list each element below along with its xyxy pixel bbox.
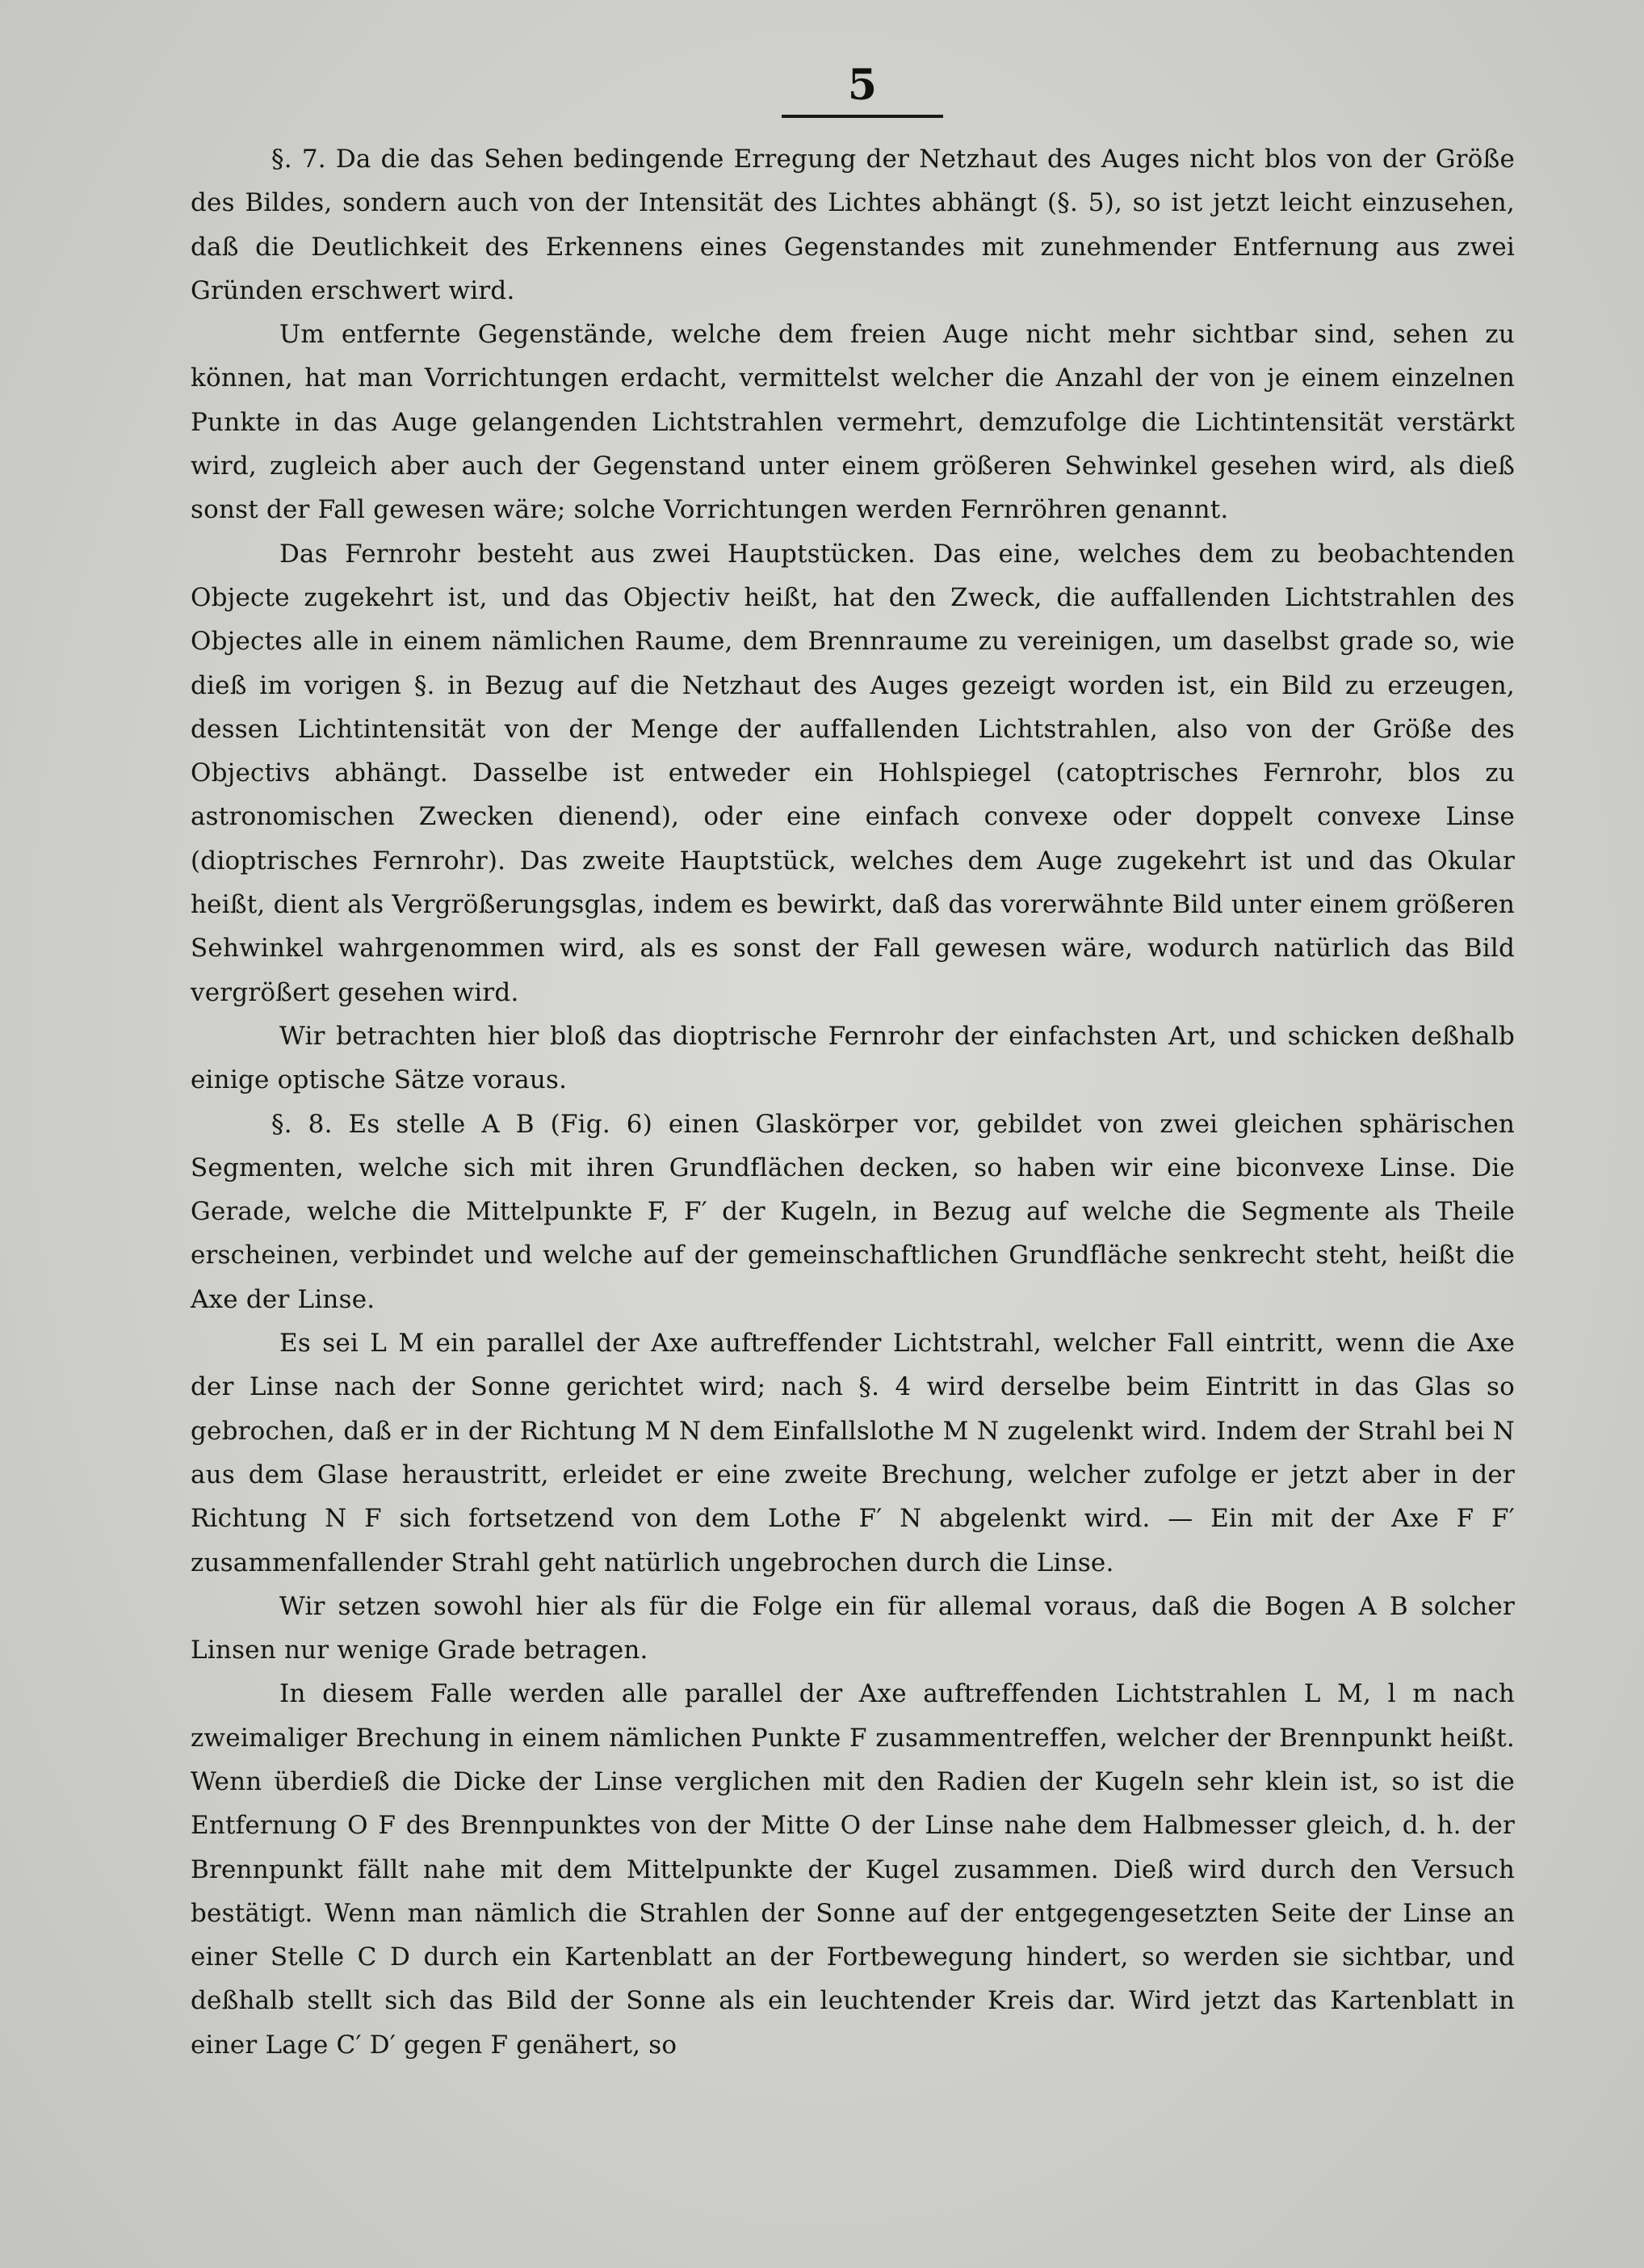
paragraph-focal-point: In diesem Falle werden alle parallel der Axe auftreffenden Lichtstrahlen L M, l m nach zweimaliger Brechung in einem nämlichen Punkte F zusammentreffen, welcher der Brennpunkt heißt. Wenn überdieß die Dicke der Linse verglichen mit den Radien der Kugeln sehr klein ist, so ist die Entfernung O F des Brennpunktes von der Mitte O der Linse nahe dem Halbmesser gleich, d. h. der Brennpunkt fällt nahe mit dem Mittelpunkte der Kugel zusammen. Dieß wird durch den Versuch bestätigt. Wenn man nämlich die Strahlen der Sonne auf der entgegengesetzten Seite der Linse an einer Stelle C D durch ein Kartenblatt an der Fortbewegung hindert, so werden sie sichtbar, und deßhalb stellt sich das Bild der Sonne als ein leuchtender Kreis dar. Wird jetzt das Kartenblatt in einer Lage C′ D′ gegen F genähert, so <box>191 1679 1515 2060</box>
page-header <box>782 61 943 110</box>
paragraph-light-ray: Es sei L M ein parallel der Axe auftreffender Lichtstrahl, welcher Fall eintritt, wenn die Axe der Linse nach der Sonne gerichtet wird; nach §. 4 wird derselbe beim Eintritt in das Glas so gebrochen, daß er in der Richtung M N dem Einfallslothe M N zugelenkt wird. Indem der Strahl bei N aus dem Glase heraustritt, erleidet er eine zweite Brechung, welcher zufolge er jetzt aber in der Richtung N F sich fortsetzend von dem Lothe F′ N abgelenkt wird. — Ein mit der Axe F F′ zusammenfallender Strahl geht natürlich ungebrochen durch die Linse. <box>191 1329 1515 1577</box>
paragraph-telescope-parts: Das Fernrohr besteht aus zwei Hauptstücken. Das eine, welches dem zu beobachtenden Objecte zugekehrt ist, und das Objectiv heißt, hat den Zweck, die auffallenden Lichtstrahlen des Objectes alle in einem nämlichen Raume, dem Brennraume zu vereinigen, um daselbst grade so, wie dieß im vorigen §. in Bezug auf die Netzhaut des Auges gezeigt worden ist, ein Bild zu erzeugen, dessen Lichtintensität von der Menge der auffallenden Lichtstrahlen, also von der Größe des Objectivs abhängt. Dasselbe ist entweder ein Hohlspiegel (catoptrisches Fernrohr, blos zu astronomischen Zwecken dienend), oder eine einfach convexe oder doppelt convexe Linse (dioptrisches Fernrohr). Das zweite Hauptstück, welches dem Auge zugekehrt ist und das Okular heißt, dient als Vergrößerungsglas, indem es bewirkt, daß das vorerwähnte Bild unter einem größeren Sehwinkel wahrgenommen wird, als es sonst der Fall gewesen wäre, wodurch natürlich das Bild vergrößert gesehen wird. <box>191 539 1515 1007</box>
paragraph-section-7: §. 7. Da die das Sehen bedingende Erregung der Netzhaut des Auges nicht blos von der Größe des Bildes, sondern auch von der Intensität des Lichtes abhängt (§. 5), so ist jetzt leicht einzusehen, daß die Deutlichkeit des Erkennens eines Gegenstandes mit zunehmender Entfernung aus zwei Gründen erschwert wird. <box>191 145 1515 305</box>
paragraph-dioptric-note: Wir betrachten hier bloß das dioptrische Fernrohr der einfachsten Art, und schicken deßhalb einige optische Sätze voraus. <box>191 1021 1515 1095</box>
paragraph-assumption: Wir setzen sowohl hier als für die Folge ein für allemal voraus, daß die Bogen A B solcher Linsen nur wenige Grade betragen. <box>191 1591 1515 1665</box>
body-text <box>191 137 1515 2067</box>
paragraph-telescope-intro: Um entfernte Gegenstände, welche dem freien Auge nicht mehr sichtbar sind, sehen zu können, hat man Vorrichtungen erdacht, vermittelst welcher die Anzahl der von je einem einzelnen Punkte in das Auge gelangenden Lichtstrahlen vermehrt, demzufolge die Lichtintensität verstärkt wird, zugleich aber auch der Gegenstand unter einem größeren Sehwinkel gesehen wird, als dieß sonst der Fall gewesen wäre; solche Vorrichtungen werden Fernröhren genannt. <box>191 320 1515 525</box>
paragraph-section-8: §. 8. Es stelle A B (Fig. 6) einen Glaskörper vor, gebildet von zwei gleichen sphärischen Segmenten, welche sich mit ihren Grundflächen decken, so haben wir eine biconvexe Linse. Die Gerade, welche die Mittelpunkte F, F′ der Kugeln, in Bezug auf welche die Segmente als Theile erscheinen, verbindet und welche auf der gemeinschaftlichen Grundfläche senkrecht steht, heißt die Axe der Linse. <box>191 1109 1515 1314</box>
page-number: 5 <box>847 61 878 110</box>
header-rule <box>782 115 943 118</box>
